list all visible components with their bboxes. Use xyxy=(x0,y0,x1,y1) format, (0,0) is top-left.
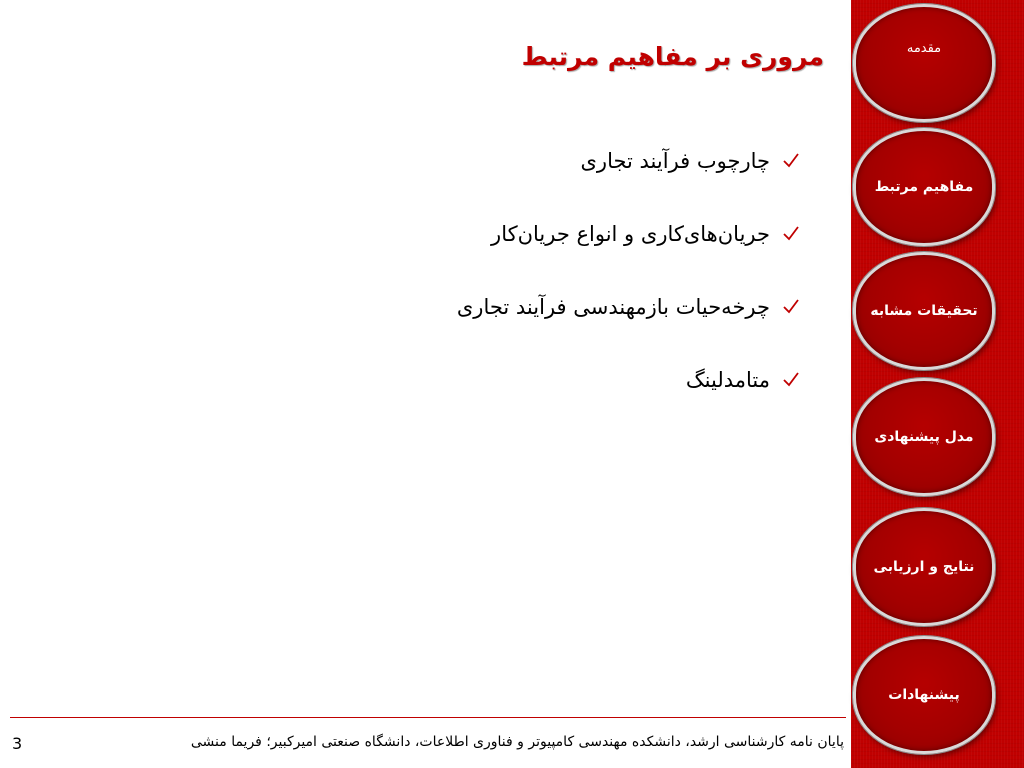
check-icon xyxy=(782,152,800,170)
bullet-text: چرخه‌حیات بازمهندسی فرآیند تجاری xyxy=(456,295,770,319)
bullet-item xyxy=(457,138,768,184)
slide-title: مروری بر مفاهیم مرتبط xyxy=(521,42,824,71)
check-icon xyxy=(782,371,800,389)
nav-item-label: نتایج و ارزیابی xyxy=(873,559,975,575)
nav-item-suggestions[interactable] xyxy=(853,636,995,754)
nav-item-label: پیشنهادات xyxy=(888,687,960,703)
nav-item-results-evaluation[interactable] xyxy=(853,508,995,626)
nav-item-label: تحقیقات مشابه xyxy=(870,303,978,319)
check-icon xyxy=(782,225,800,243)
page-number: 3 xyxy=(12,734,23,753)
bullet-item xyxy=(457,357,768,403)
bullet-item xyxy=(457,284,768,330)
bullet-list xyxy=(457,138,768,430)
nav-item-introduction[interactable] xyxy=(853,4,995,122)
nav-item-related-research[interactable] xyxy=(853,252,995,370)
nav-item-related-concepts[interactable] xyxy=(853,128,995,246)
bullet-text: متامدلینگ xyxy=(685,368,770,392)
nav-item-label: مدل پیشنهادی xyxy=(874,429,974,445)
bullet-text: چارچوب فرآیند تجاری xyxy=(580,149,770,173)
footer-text: پایان نامه کارشناسی ارشد، دانشکده مهندسی کامپیوتر و فناوری اطلاعات، دانشگاه صنعتی امیرکبیر؛ فریما منشی xyxy=(190,734,844,750)
bullet-item xyxy=(457,211,768,257)
footer-divider xyxy=(10,717,846,718)
bullet-text: جریان‌های‌کاری و انواع جریان‌کار xyxy=(491,222,770,246)
check-icon xyxy=(782,298,800,316)
nav-item-label: مقدمه xyxy=(906,40,942,56)
nav-item-label: مفاهیم مرتبط xyxy=(874,179,974,195)
nav-item-proposed-model[interactable] xyxy=(853,378,995,496)
